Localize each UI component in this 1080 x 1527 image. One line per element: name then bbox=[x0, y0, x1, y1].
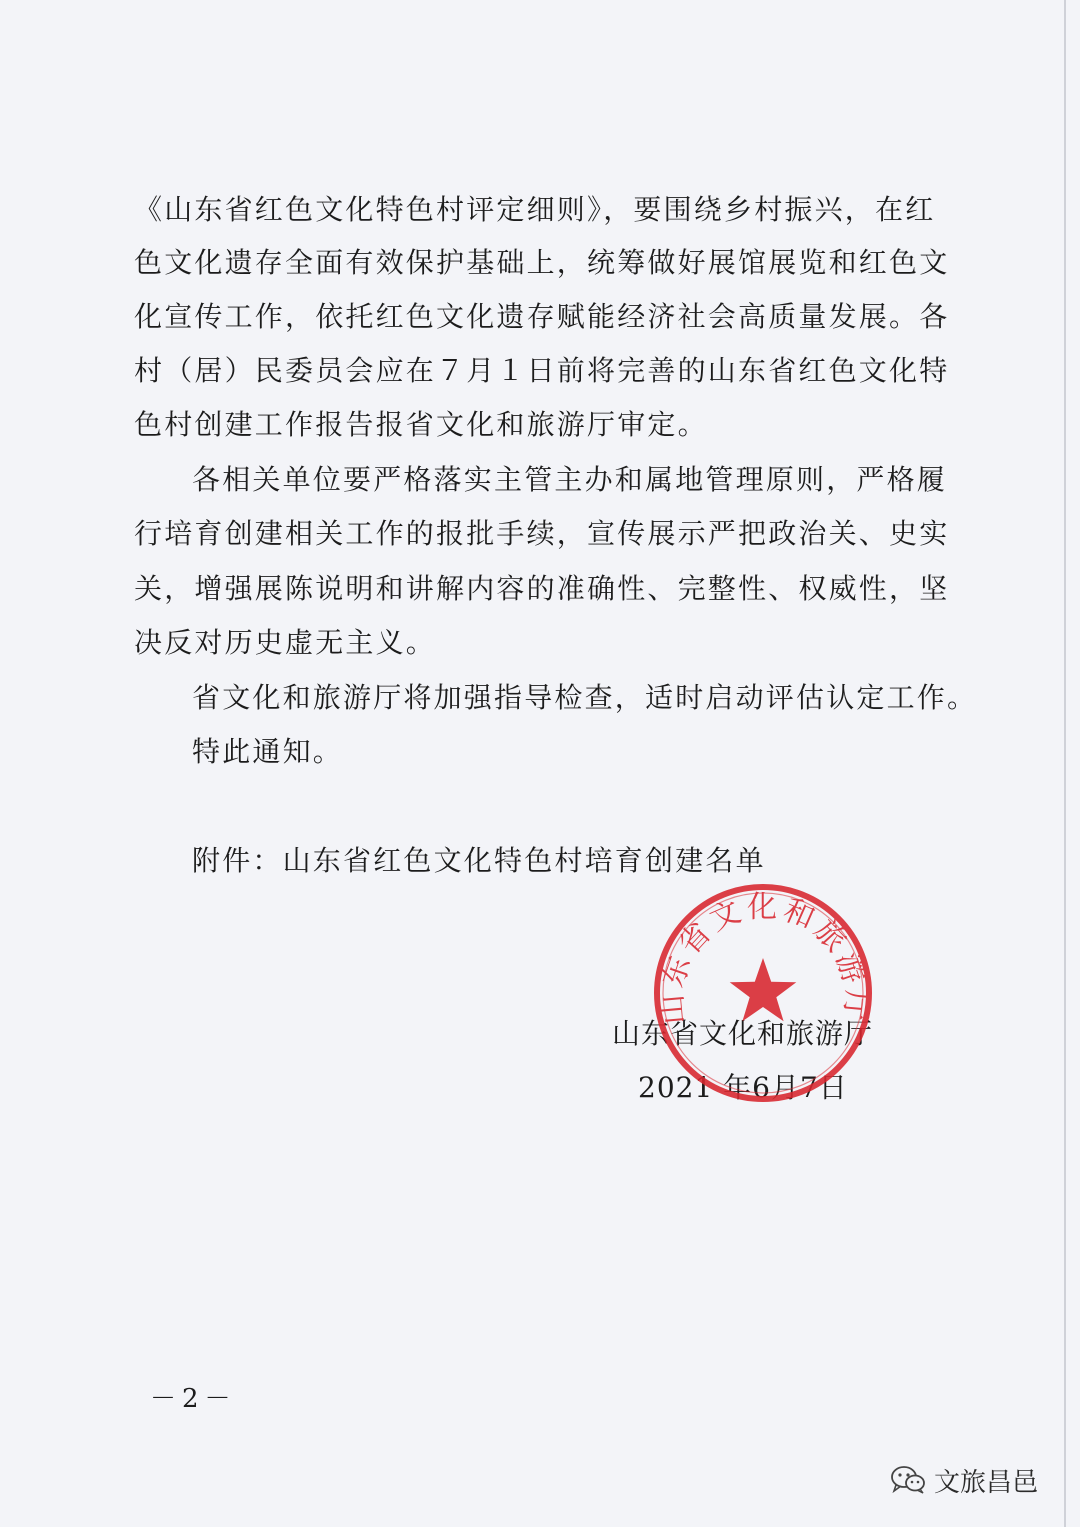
seal-star-icon bbox=[730, 958, 797, 1021]
page-number: －2－ bbox=[150, 1384, 237, 1414]
signature-organization: 山东省文化和旅游厅 bbox=[612, 1017, 874, 1050]
body-line-6: 各相关单位要严格落实主管主办和属地管理原则，严格履 bbox=[192, 463, 948, 496]
page-edge bbox=[1064, 0, 1066, 1527]
signature-date: 2021 年6月7日 bbox=[638, 1071, 848, 1104]
watermark-text: 文旅昌邑 bbox=[934, 1467, 1039, 1498]
body-line-3: 化宣传工作，依托红色文化遗存赋能经济社会高质量发展。各 bbox=[134, 300, 950, 333]
body-line-9: 决反对历史虚无主义。 bbox=[134, 626, 437, 659]
body-line-1: 《山东省红色文化特色村评定细则》，要围绕乡村振兴，在红 bbox=[134, 193, 936, 226]
closing-line: 特此通知。 bbox=[192, 735, 344, 768]
body-line-4: 村（居）民委员会应在７月１日前将完善的山东省红色文化特 bbox=[134, 354, 950, 387]
body-line-7: 行培育创建相关工作的报批手续，宣传展示严把政治关、史实 bbox=[134, 517, 950, 550]
body-line-8: 关，增强展陈说明和讲解内容的准确性、完整性、权威性，坚 bbox=[134, 572, 950, 605]
wechat-icon bbox=[890, 1465, 926, 1495]
attachment-line: 附件：山东省红色文化特色村培育创建名单 bbox=[192, 844, 766, 877]
seal-text: 山东省文化和旅游厅 bbox=[653, 890, 875, 1026]
body-line-2: 色文化遗存全面有效保护基础上，统筹做好展馆展览和红色文 bbox=[134, 246, 950, 279]
official-seal bbox=[650, 880, 876, 1106]
body-line-5: 色村创建工作报告报省文化和旅游厅审定。 bbox=[134, 408, 708, 441]
body-line-10: 省文化和旅游厅将加强指导检查，适时启动评估认定工作。 bbox=[192, 681, 978, 714]
watermark bbox=[890, 1462, 1038, 1498]
